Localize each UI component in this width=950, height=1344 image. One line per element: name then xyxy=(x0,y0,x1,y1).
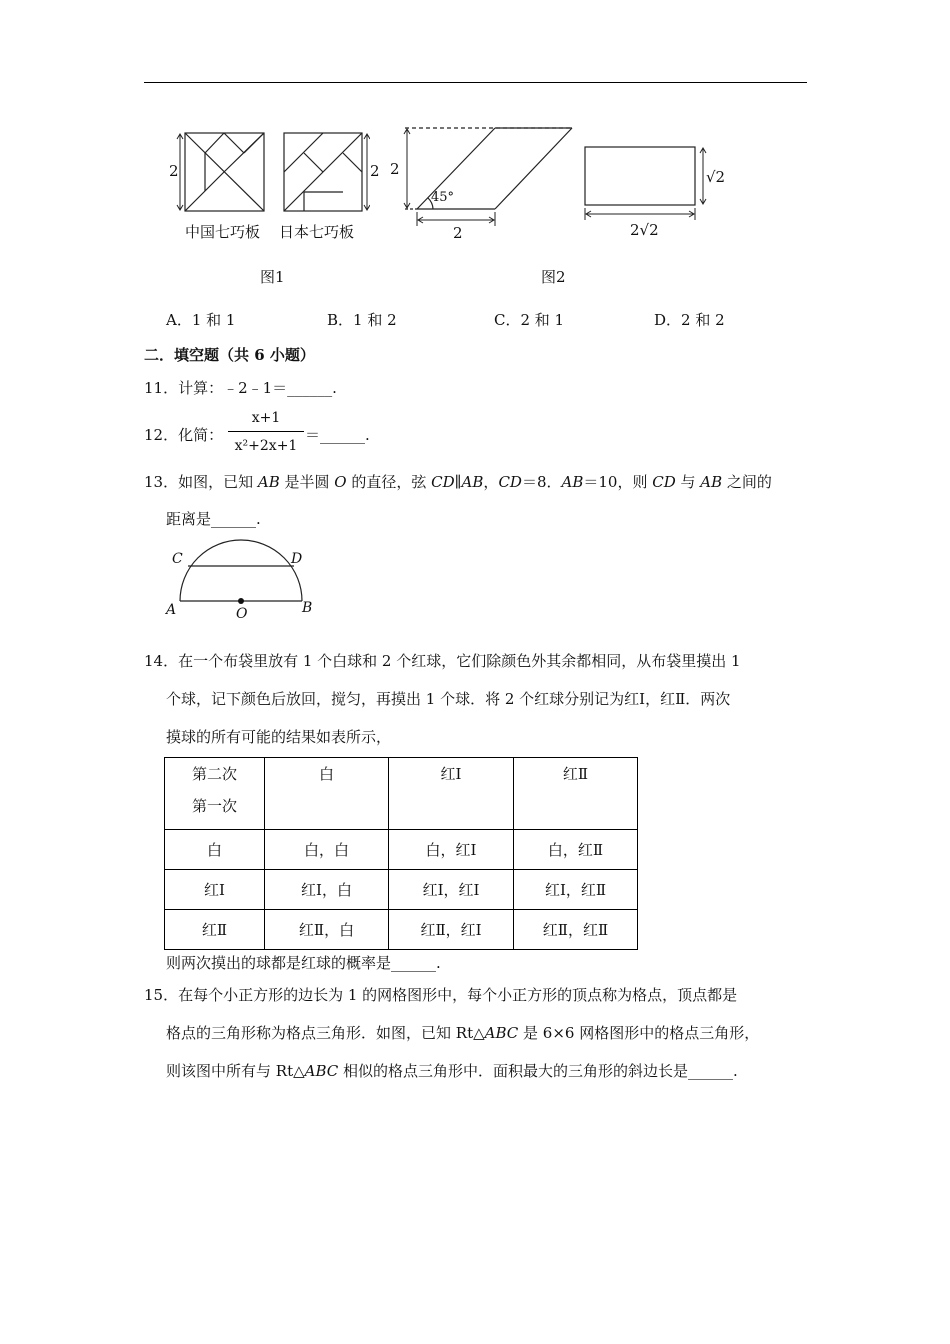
table-cell: 白，红Ⅰ xyxy=(389,830,514,870)
question-13-line2: 距离是______. xyxy=(166,510,261,528)
question-13-line1: 13．如图，已知 AB 是半圆 O 的直径，弦 CD∥AB，CD＝8．AB＝10，则 CD 与 AB 之间的 xyxy=(144,473,772,491)
parallelogram-height-label: 2 xyxy=(390,160,400,178)
angle-label: 45° xyxy=(431,190,455,205)
fig1-caption: 图1 xyxy=(260,268,285,286)
option-d: D．2 和 2 xyxy=(654,311,725,329)
option-a: A．1 和 1 xyxy=(166,311,236,329)
option-b: B．1 和 2 xyxy=(327,311,397,329)
china-dim-label: 2 xyxy=(169,162,179,180)
question-14-line3: 摸球的所有可能的结果如表所示， xyxy=(166,728,392,746)
question-15-line1: 15．在每个小正方形的边长为 1 的网格图形中，每个小正方形的顶点称为格点，顶点都是 xyxy=(144,986,738,1004)
header-rule xyxy=(144,82,807,83)
rect-height-label: √2 xyxy=(706,168,726,186)
table-header-row xyxy=(165,758,638,830)
rect-width-label: 2√2 xyxy=(630,221,659,239)
section-title: 二．填空题（共 6 小题） xyxy=(144,346,315,364)
center-point xyxy=(238,598,244,604)
japan-tangram-label: 日本七巧板 xyxy=(279,223,355,241)
japan-dim-label: 2 xyxy=(370,162,380,180)
table-cell: 红Ⅰ，红Ⅰ xyxy=(389,870,514,910)
china-tangram-label: 中国七巧板 xyxy=(185,223,261,241)
question-12-prefix: 12．化简： xyxy=(144,426,224,444)
china-tangram xyxy=(185,133,264,211)
label-o: O xyxy=(236,606,248,622)
label-d: D xyxy=(291,551,303,567)
japan-tangram xyxy=(284,133,362,211)
table-row xyxy=(165,830,638,870)
table-corner xyxy=(165,758,265,830)
semicircle-figure xyxy=(175,538,310,608)
rect-width-arrow xyxy=(585,208,695,220)
figure-2 xyxy=(385,122,725,247)
table-cell: 白，白 xyxy=(265,830,389,870)
question-15-line3: 则该图中所有与 Rt△ABC 相似的格点三角形中．面积最大的三角形的斜边长是______. xyxy=(166,1062,738,1080)
fraction-numerator: x+1 xyxy=(251,410,281,426)
corner-bottom: 第一次 xyxy=(191,797,237,815)
tangram-figure xyxy=(160,125,370,220)
row-header: 红Ⅰ xyxy=(165,870,265,910)
question-11: 11．计算：﹣2﹣1＝______. xyxy=(144,379,337,397)
label-a: A xyxy=(166,602,177,618)
question-15-line2: 格点的三角形称为格点三角形．如图，已知 Rt△ABC 是 6×6 网格图形中的格点三角形， xyxy=(166,1024,760,1042)
col-header: 白 xyxy=(265,758,389,830)
label-b: B xyxy=(302,600,313,616)
table-cell: 白，红Ⅱ xyxy=(514,830,638,870)
row-header: 白 xyxy=(165,830,265,870)
parallelogram-height-arrow xyxy=(404,129,410,208)
fig2-caption: 图2 xyxy=(541,268,566,286)
fraction-denominator: x²+2x+1 xyxy=(234,438,298,454)
col-header: 红Ⅰ xyxy=(389,758,514,830)
col-header: 红Ⅱ xyxy=(514,758,638,830)
option-c: C．2 和 1 xyxy=(494,311,565,329)
question-14-line1: 14．在一个布袋里放有 1 个白球和 2 个红球，它们除颜色外其余都相同，从布袋里摸出 1 xyxy=(144,652,741,670)
table-cell: 红Ⅰ，白 xyxy=(265,870,389,910)
result-table xyxy=(164,757,638,950)
rectangle xyxy=(585,147,695,205)
table-cell: 红Ⅱ，红Ⅰ xyxy=(389,910,514,950)
table-cell: 红Ⅱ，红Ⅱ xyxy=(514,910,638,950)
table-row xyxy=(165,910,638,950)
row-header: 红Ⅱ xyxy=(165,910,265,950)
question-12-suffix: ＝______. xyxy=(305,426,370,444)
table-cell: 红Ⅱ，白 xyxy=(265,910,389,950)
question-14-line2: 个球，记下颜色后放回，搅匀，再摸出 1 个球．将 2 个红球分别记为红Ⅰ，红Ⅱ．两次 xyxy=(166,690,731,708)
corner-top: 第二次 xyxy=(191,765,237,783)
question-14-after: 则两次摸出的球都是红球的概率是______. xyxy=(166,954,441,972)
parallelogram-base-label: 2 xyxy=(453,224,463,242)
table-cell: 红Ⅰ，红Ⅱ xyxy=(514,870,638,910)
fraction-bar xyxy=(228,431,304,432)
label-c: C xyxy=(172,551,183,567)
table-row xyxy=(165,870,638,910)
